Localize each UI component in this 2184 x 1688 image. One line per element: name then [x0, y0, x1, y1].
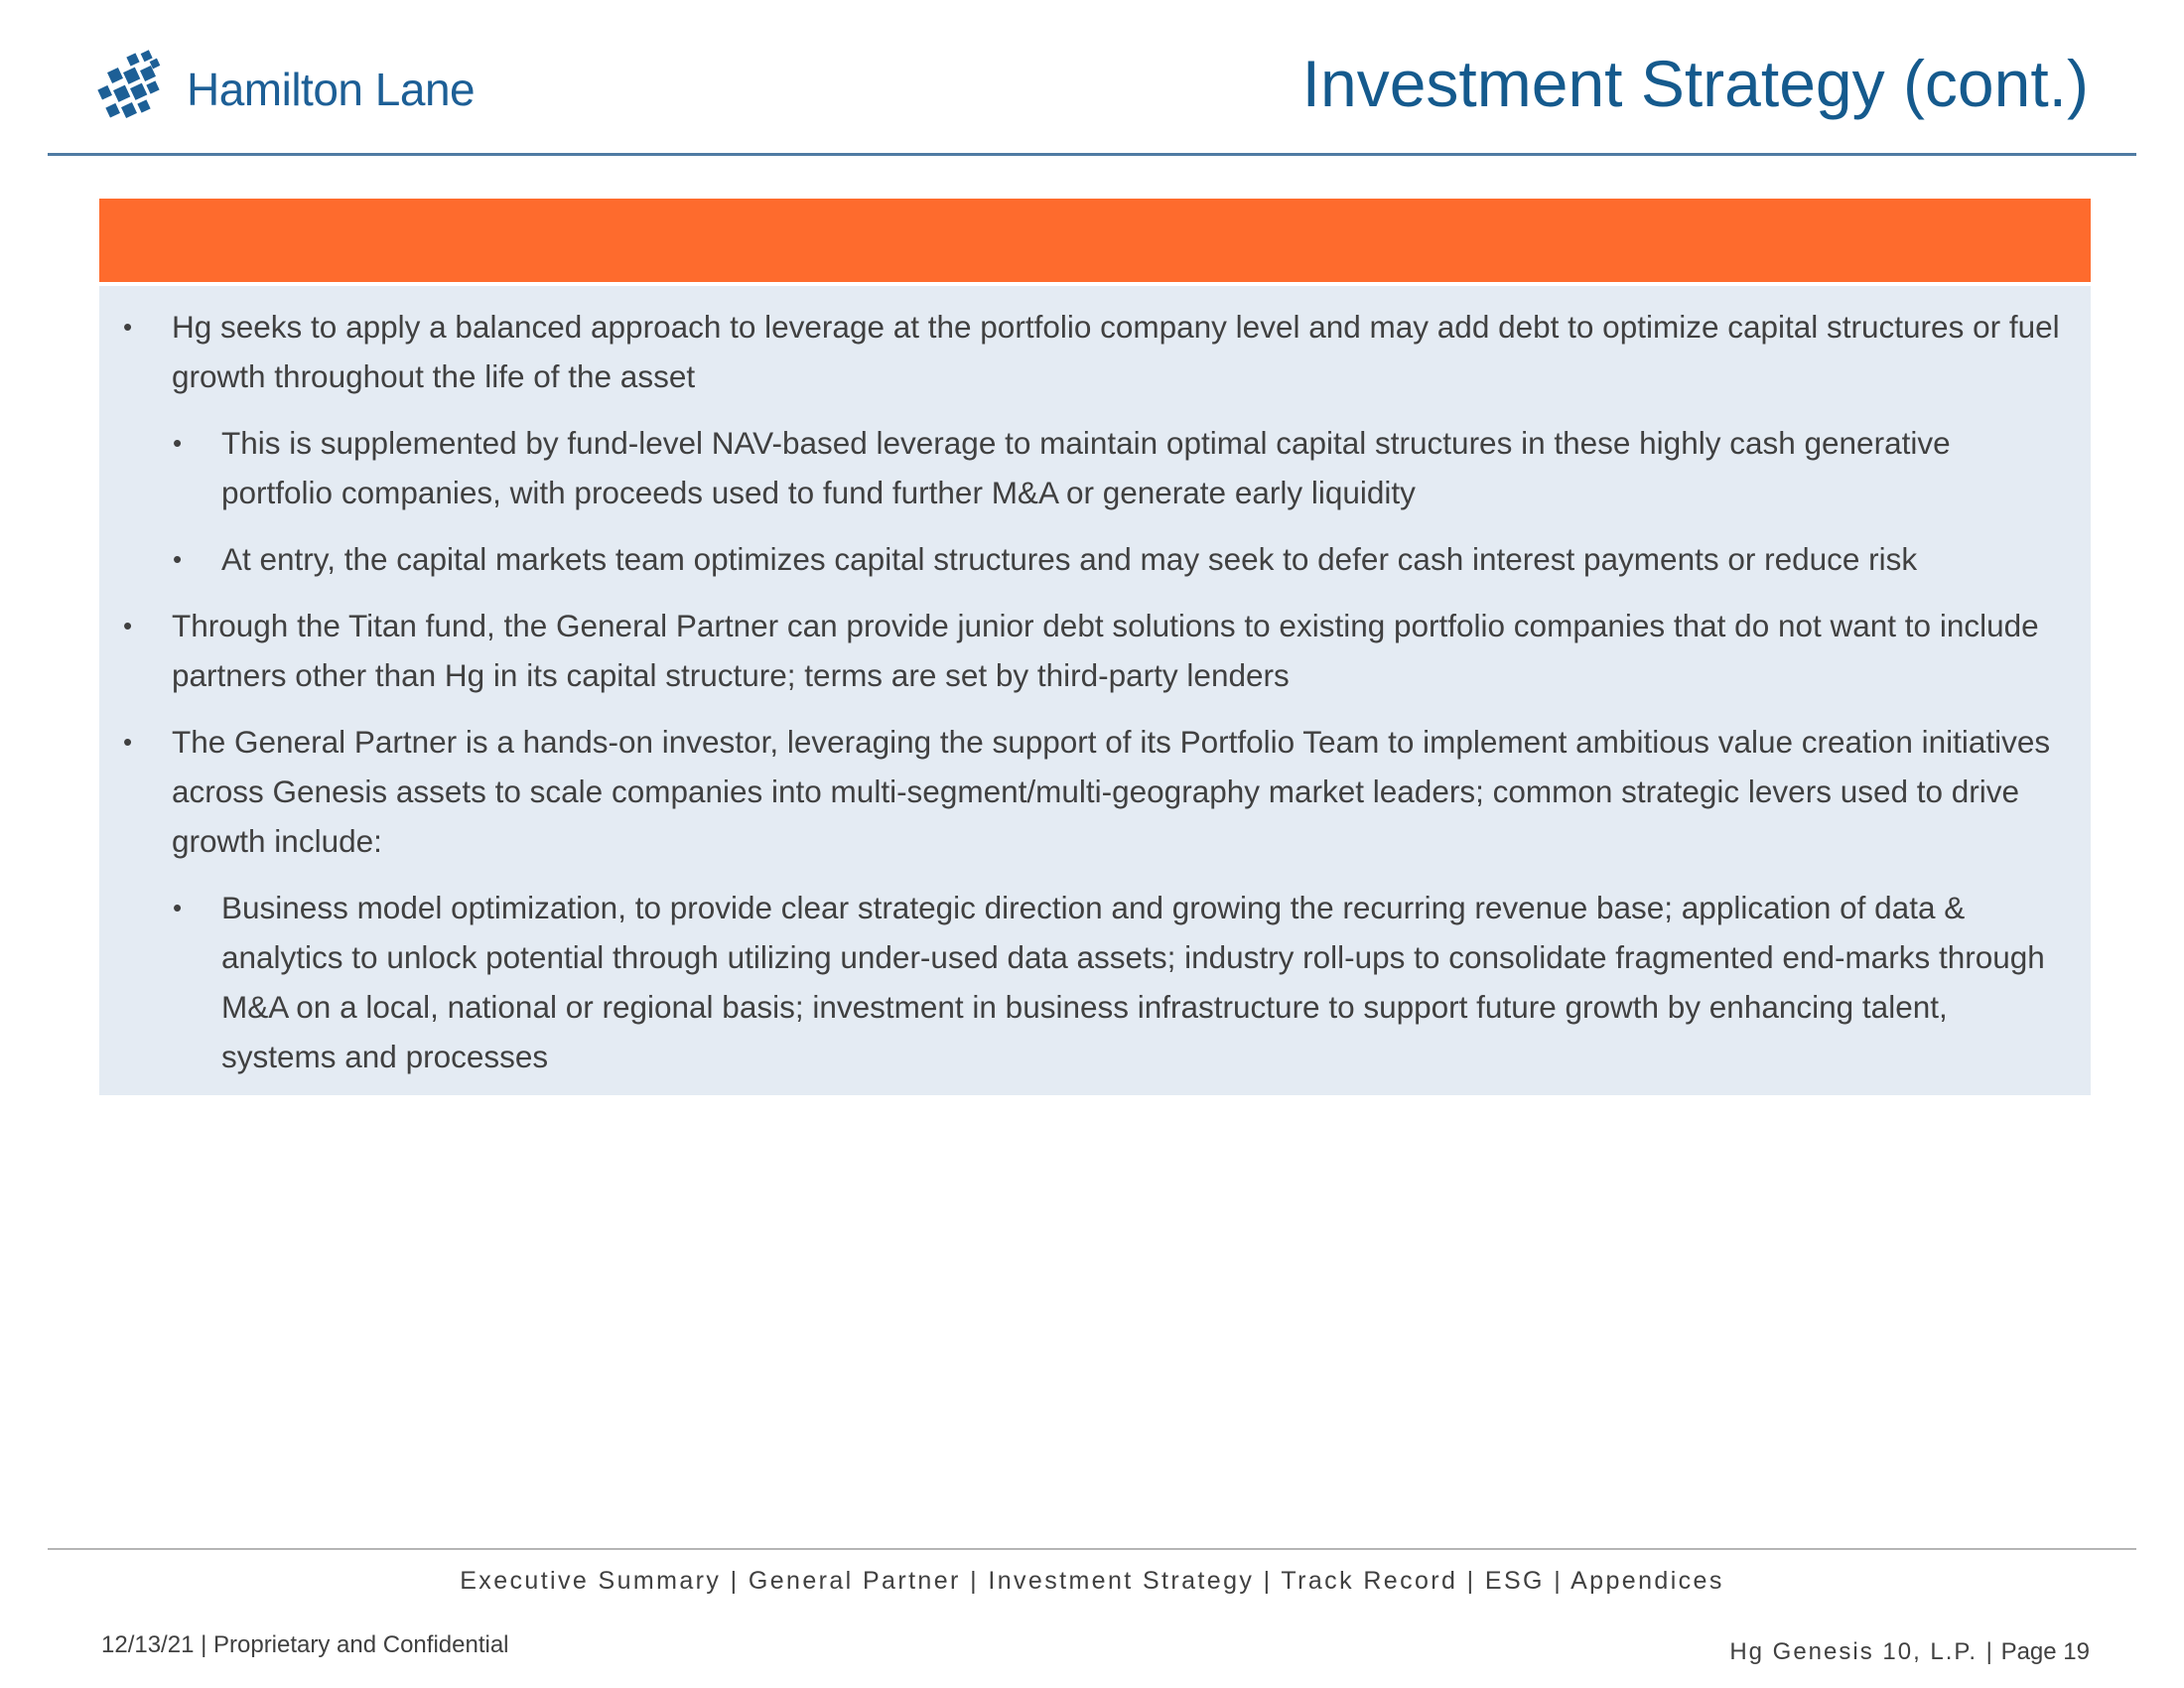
bullet-item	[99, 302, 2091, 401]
logo-text: Hamilton Lane	[187, 64, 476, 115]
bullet-dot-icon: •	[173, 893, 183, 922]
section-header-bar	[99, 199, 2091, 282]
header-divider	[48, 153, 2136, 156]
bullet-dot-icon: •	[123, 727, 133, 757]
sub-bullet-item	[99, 534, 2091, 584]
hamilton-lane-logo-icon	[95, 50, 175, 129]
fund-name: Hg Genesis 10, L.P. |	[1729, 1638, 1994, 1665]
bullet-dot-icon: •	[173, 428, 183, 458]
bullet-text: Hg seeks to apply a balanced approach to leverage at the portfolio company level and may add debt to optimize capital structures or fuel growth throughout the life of the asset	[172, 309, 2060, 394]
page-info	[1729, 1638, 2090, 1666]
page-number: Page 19	[2000, 1638, 2090, 1665]
sub-bullet-item	[99, 883, 2091, 1081]
bullet-dot-icon: •	[123, 312, 133, 342]
bullet-dot-icon: •	[173, 544, 183, 574]
company-logo	[95, 50, 475, 129]
date-confidential: 12/13/21 | Proprietary and Confidential	[101, 1631, 509, 1658]
bullet-item	[99, 717, 2091, 866]
footer-divider	[48, 1548, 2136, 1550]
bullet-dot-icon: •	[123, 611, 133, 640]
bullet-text: This is supplemented by fund-level NAV-based leverage to maintain optimal capital structures in these highly cash generative portfolio companies, with proceeds used to fund further M&A or generate early liquidity	[221, 425, 1951, 510]
section-nav: Executive Summary | General Partner | Investment Strategy | Track Record | ESG | Appendices	[460, 1567, 1724, 1595]
content-panel	[99, 286, 2091, 1095]
bullet-text: The General Partner is a hands-on investor, leveraging the support of its Portfolio Team to implement ambitious value creation initiatives across Genesis assets to scale companies into multi-segment/multi-geography market leaders; common strategic levers used to drive growth include:	[172, 724, 2051, 859]
bullet-item	[99, 601, 2091, 700]
sub-bullet-item	[99, 418, 2091, 517]
page-title: Investment Strategy (cont.)	[1301, 47, 2089, 120]
bullet-text: Business model optimization, to provide clear strategic direction and growing the recurring revenue base; application of data & analytics to unlock potential through utilizing under-used data assets; industry roll-ups to consolidate fragmented end-marks through M&A on a local, national or regional basis; investment in business infrastructure to support future growth by enhancing talent, systems and processes	[221, 890, 2045, 1074]
bullet-text: At entry, the capital markets team optimizes capital structures and may seek to defer cash interest payments or reduce risk	[221, 541, 1918, 577]
bullet-text: Through the Titan fund, the General Partner can provide junior debt solutions to existing portfolio companies that do not want to include partners other than Hg in its capital structure; terms are set by third-party lenders	[172, 608, 2039, 693]
